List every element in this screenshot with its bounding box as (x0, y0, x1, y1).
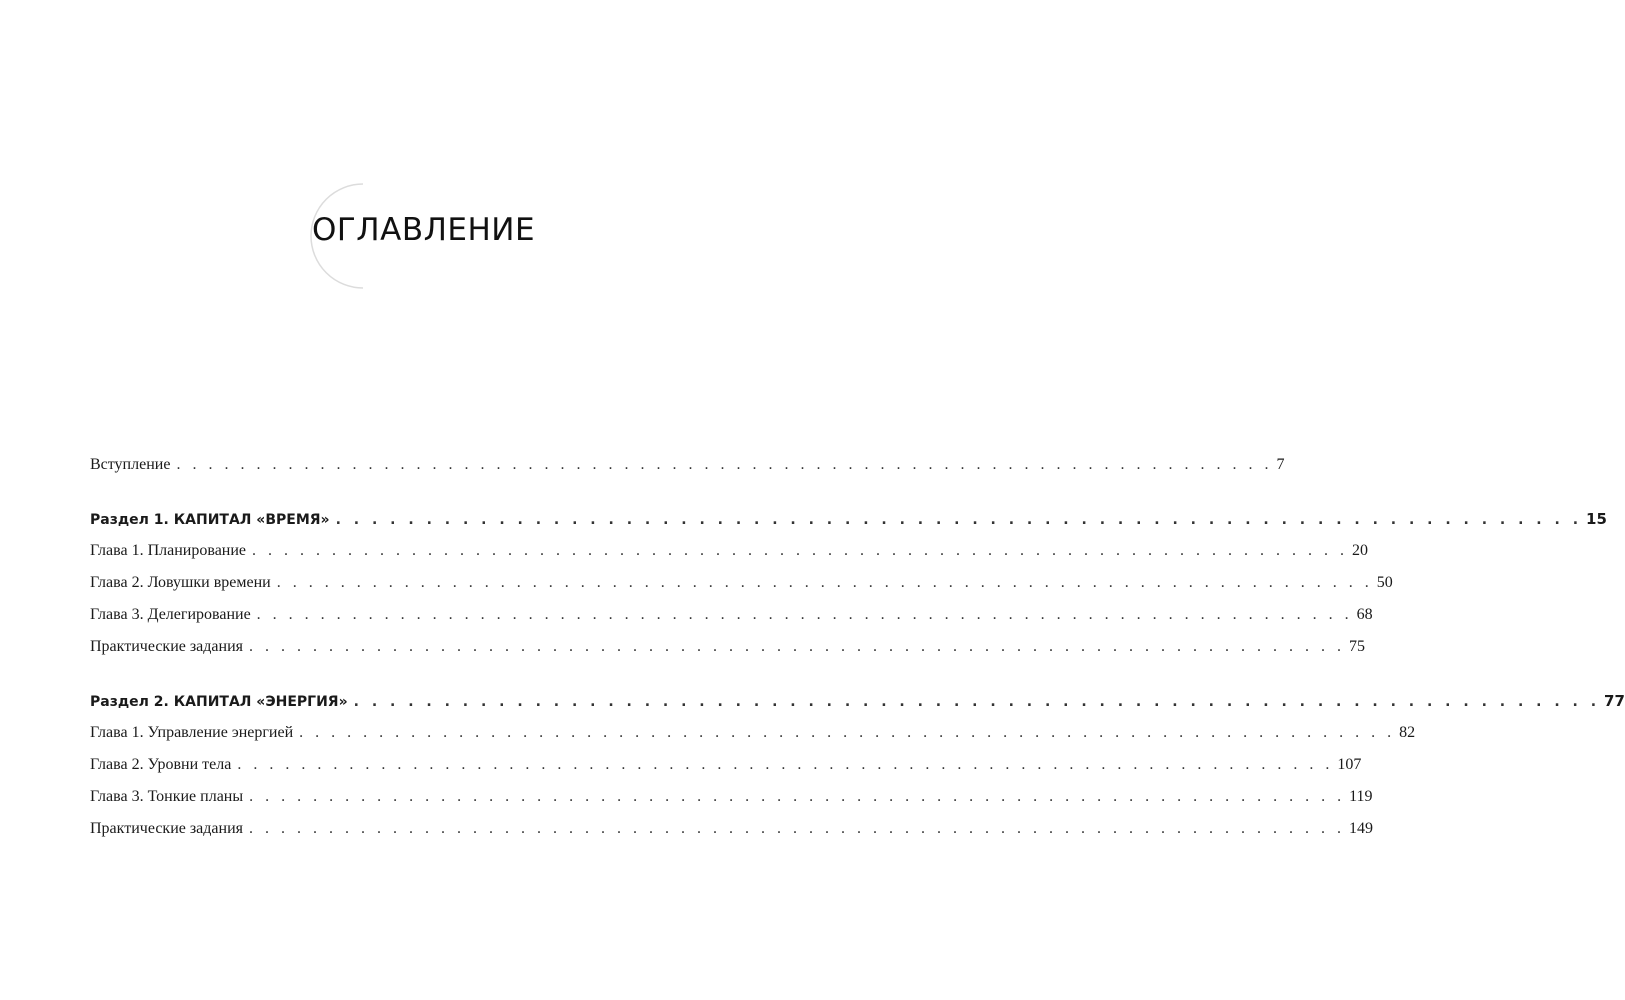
toc-page-number: 75 (1349, 638, 1366, 655)
dot-leader: . . . . . . . . . . . . . . . . . . . . . . . . . . . . . . . . . . . . . . . . . . . . . . . . . . . . . . . . . . . . . . . . . . . . . (249, 638, 1346, 655)
toc-entry-chapter[interactable] (90, 542, 1369, 574)
toc-entry-chapter[interactable] (90, 788, 1373, 820)
page-title: ОГЛАВЛЕНИЕ (312, 212, 536, 248)
toc-page-number: 82 (1399, 724, 1416, 741)
toc-page-number: 50 (1376, 574, 1393, 591)
toc-section-1[interactable] (90, 510, 1607, 542)
dot-leader: . . . . . . . . . . . . . . . . . . . . . . . . . . . . . . . . . . . . . . . . . . . . . . . . . . . . . . . . . . . . . . . . . . . . . (256, 606, 1353, 623)
dot-leader: . . . . . . . . . . . . . . . . . . . . . . . . . . . . . . . . . . . . . . . . . . . . . . . . . . . . . . . . . . . . . . . . . . . . . (335, 512, 1583, 528)
toc-page-number: 68 (1356, 606, 1373, 623)
table-of-contents (90, 456, 1625, 852)
toc-entry-label: Практические задания (90, 820, 244, 837)
toc-page-number: 15 (1586, 510, 1607, 528)
dot-leader: . . . . . . . . . . . . . . . . . . . . . . . . . . . . . . . . . . . . . . . . . . . . . . . . . . . . . . . . . . . . . . . . . . . . . (353, 694, 1601, 710)
toc-entry-label: Практические задания (90, 638, 244, 655)
dot-leader: . . . . . . . . . . . . . . . . . . . . . . . . . . . . . . . . . . . . . . . . . . . . . . . . . . . . . . . . . . . . . . . . . . . . . (299, 724, 1396, 741)
toc-entry-label: Глава 1. Управление энергией (90, 724, 294, 741)
toc-entry-chapter[interactable] (90, 724, 1416, 756)
toc-page-number: 149 (1349, 820, 1374, 837)
dot-leader: . . . . . . . . . . . . . . . . . . . . . . . . . . . . . . . . . . . . . . . . . . . . . . . . . . . . . . . . . . . . . . . . . . . . . (252, 542, 1349, 559)
toc-entry-chapter[interactable] (90, 606, 1373, 638)
toc-section-label: Раздел 1. КАПИТАЛ «ВРЕМЯ» (90, 512, 330, 528)
toc-entry-exercises[interactable] (90, 638, 1366, 670)
toc-page-number: 77 (1604, 692, 1625, 710)
toc-entry-label: Глава 3. Делегирование (90, 606, 251, 623)
toc-page-number: 20 (1352, 542, 1369, 559)
toc-entry-chapter[interactable] (90, 756, 1362, 788)
toc-page-number: 107 (1337, 756, 1362, 773)
toc-entry-label: Глава 2. Ловушки времени (90, 574, 271, 591)
toc-section-2[interactable] (90, 692, 1625, 724)
dot-leader: . . . . . . . . . . . . . . . . . . . . . . . . . . . . . . . . . . . . . . . . . . . . . . . . . . . . . . . . . . . . . . . . . . . . . (249, 788, 1346, 805)
toc-section-label: Раздел 2. КАПИТАЛ «ЭНЕРГИЯ» (90, 694, 348, 710)
toc-page-number: 119 (1349, 788, 1373, 805)
toc-entry-label: Глава 3. Тонкие планы (90, 788, 244, 805)
toc-entry-label: Глава 1. Планирование (90, 542, 247, 559)
toc-entry-label: Глава 2. Уровни тела (90, 756, 232, 773)
toc-entry-label: Вступление (90, 456, 171, 473)
toc-page-number: 7 (1276, 456, 1285, 473)
dot-leader: . . . . . . . . . . . . . . . . . . . . . . . . . . . . . . . . . . . . . . . . . . . . . . . . . . . . . . . . . . . . . . . . . . . . . (176, 456, 1273, 473)
toc-entry-chapter[interactable] (90, 574, 1393, 606)
toc-entry-exercises[interactable] (90, 820, 1374, 852)
toc-entry-intro[interactable] (90, 456, 1285, 488)
dot-leader: . . . . . . . . . . . . . . . . . . . . . . . . . . . . . . . . . . . . . . . . . . . . . . . . . . . . . . . . . . . . . . . . . . . . . (249, 820, 1346, 837)
dot-leader: . . . . . . . . . . . . . . . . . . . . . . . . . . . . . . . . . . . . . . . . . . . . . . . . . . . . . . . . . . . . . . . . . . . . . (237, 756, 1334, 773)
dot-leader: . . . . . . . . . . . . . . . . . . . . . . . . . . . . . . . . . . . . . . . . . . . . . . . . . . . . . . . . . . . . . . . . . . . . . (276, 574, 1373, 591)
